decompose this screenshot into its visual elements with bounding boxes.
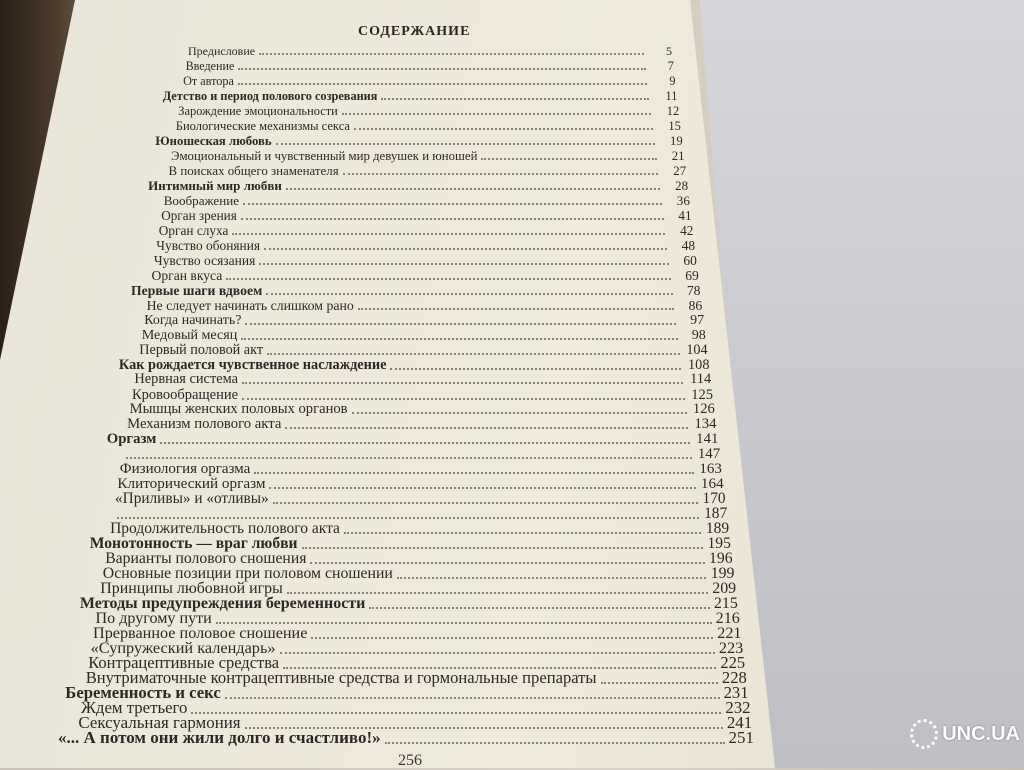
toc-entry-title: Кровообращение — [132, 386, 239, 403]
toc-entry-page: 69 — [685, 267, 699, 283]
toc-entry-page: 126 — [692, 401, 715, 418]
toc-leader-dots — [241, 338, 677, 340]
toc-entry-page: 114 — [690, 371, 712, 388]
toc-entry-page: 21 — [671, 148, 685, 163]
toc-entry-title: «... А потом они жили долго и счастливо!» — [58, 728, 381, 747]
toc-entry-page: 195 — [707, 535, 731, 553]
toc-entry-page: 251 — [728, 728, 754, 747]
toc-leader-dots — [354, 128, 653, 130]
toc-leader-dots — [269, 487, 695, 489]
toc-leader-dots — [276, 143, 655, 145]
toc-leader-dots — [381, 98, 649, 100]
toc-entry-page: 170 — [702, 490, 726, 508]
toc-entry — [163, 89, 678, 104]
toc-entry — [183, 74, 675, 89]
toc-entry-page: 231 — [723, 683, 749, 703]
toc-entry-page: 9 — [669, 73, 676, 88]
toc-leader-dots — [481, 158, 656, 160]
toc-entry-title: Нервная система — [134, 371, 239, 388]
toc-entry — [164, 193, 690, 209]
toc-entry-page: 12 — [666, 103, 680, 118]
toc-entry-page: 15 — [668, 118, 681, 133]
toc-entry-page: 216 — [715, 610, 740, 628]
toc-entry-title: Чувство осязания — [153, 252, 256, 268]
toc-entry-page: 28 — [675, 177, 689, 193]
toc-leader-dots — [264, 248, 667, 250]
toc-entry-title: Первый половой акт — [139, 341, 264, 358]
toc-entry-title: Юношеская любовь — [155, 133, 272, 148]
toc-leader-dots — [160, 442, 690, 444]
toc-entry-page: 42 — [680, 222, 694, 238]
toc-leader-dots — [267, 353, 680, 355]
toc-entry-title: Первые шаги вдвоем — [131, 282, 263, 298]
toc-entry-page: 98 — [691, 326, 706, 343]
toc-entry-title: Орган слуха — [158, 222, 229, 238]
toc-entry-title: Интимный мир любви — [148, 177, 282, 193]
toc-leader-dots — [238, 83, 648, 85]
toc-leader-dots — [245, 323, 676, 325]
toc-entry-page: 223 — [718, 638, 744, 658]
watermark-logo — [910, 712, 1020, 756]
toc-leader-dots — [286, 188, 660, 190]
toc-entry-page: 11 — [665, 88, 678, 103]
toc-entry-title: «Супружеский календарь» — [90, 638, 276, 658]
toc-title: СОДЕРЖАНИЕ — [358, 24, 471, 39]
toc-entry-title: Методы предупреждения беременности — [79, 595, 366, 613]
toc-leader-dots — [259, 53, 644, 55]
toc-entry-page: 48 — [681, 237, 696, 253]
toc-entry-page: 60 — [683, 252, 697, 268]
toc-entry-title: Чувство обоняния — [156, 237, 261, 253]
toc-entry-page: 221 — [717, 624, 742, 643]
toc-entry-title: Когда начинать? — [144, 312, 242, 328]
toc-entry-title: Мышцы женских половых органов — [129, 401, 348, 418]
toc-entry-title: Оргазм — [106, 431, 157, 448]
toc-entry-title: Механизм полового акта — [127, 416, 282, 433]
toc-leader-dots — [242, 398, 685, 400]
toc-entry-page: 27 — [673, 163, 687, 178]
toc-entry-title: Воображение — [163, 192, 240, 208]
toc-entry — [58, 728, 754, 748]
toc-leader-dots — [232, 233, 665, 235]
toc-entry-title: Эмоциональный и чувственный мир девушек и юношей — [171, 148, 478, 163]
toc-entry-title: «Приливы» и «отливы» — [115, 490, 269, 508]
toc-entry-page: 241 — [726, 712, 753, 732]
toc-entry-title: По другому пути — [95, 610, 212, 628]
toc-entry-page: 189 — [705, 520, 730, 538]
toc-entry-page: 141 — [696, 431, 719, 448]
toc-leader-dots — [241, 218, 664, 220]
toc-entry-title: Биологические механизмы секса — [175, 118, 350, 133]
toc-entry-title: Продолжительность полового акта — [110, 520, 340, 538]
toc-entry-page: 225 — [720, 653, 746, 673]
toc-entry — [161, 208, 691, 224]
toc-entry-page: 215 — [713, 595, 738, 613]
toc-entry — [176, 118, 681, 134]
toc-entry-page: 199 — [710, 565, 735, 583]
toc-entry-title: Сексуальная гармония — [78, 712, 241, 732]
toc-entry-title: Основные позиции при половом сношении — [102, 565, 393, 583]
toc-leader-dots — [238, 68, 645, 70]
toc-entry-title: Внутриматочные контрацептивные средства и гормональные препараты — [85, 668, 597, 688]
toc-leader-dots — [285, 427, 688, 429]
toc-entry-title: Беременность и секс — [65, 683, 221, 703]
toc-entry-title: Зарождение эмоциональности — [178, 103, 338, 118]
toc-entry — [159, 222, 694, 238]
toc-entry-title: Детство и период полового созревания — [162, 88, 378, 103]
toc-entry-title: Орган зрения — [161, 207, 237, 223]
watermark-text: UNC.UA — [942, 722, 1020, 745]
toc-leader-dots — [343, 173, 659, 175]
toc-entry-title: Варианты полового сношения — [105, 550, 307, 568]
toc-leader-dots — [259, 263, 669, 265]
toc-leader-dots — [266, 293, 672, 295]
toc-entry-title: Предисловие — [188, 44, 256, 58]
toc-entry-title: Орган вкуса — [151, 267, 223, 283]
toc-entry-page: 187 — [704, 505, 728, 523]
toc-entry-title: Контрацептивные средства — [88, 653, 280, 673]
toc-entry-page: 104 — [686, 341, 708, 358]
toc-entry-page: 41 — [678, 207, 692, 223]
toc-entry-title: В поисках общего знаменателя — [168, 163, 339, 178]
toc-entry-page: 147 — [697, 446, 721, 463]
toc-entry-title: Введение — [185, 58, 235, 73]
toc-entry — [155, 133, 682, 149]
toc-entry-page: 78 — [686, 282, 701, 298]
toc-entry-page: 5 — [666, 44, 672, 58]
toc-entry-page: 228 — [721, 668, 747, 688]
toc-entry-title: Медовый месяц — [141, 326, 238, 343]
toc-entry-page: 86 — [688, 297, 703, 313]
toc-entry-page: 97 — [690, 312, 705, 328]
toc-entry-title: Прерванное половое сношение — [93, 624, 308, 643]
toc-entry-page: 125 — [691, 386, 713, 403]
toc-entry-title: Ждем третьего — [80, 698, 188, 718]
toc-leader-dots — [242, 382, 683, 384]
toc-entry-page: 108 — [688, 356, 710, 373]
toc-entry-page: 134 — [694, 416, 717, 433]
toc-entry-title: Физиология оргазма — [119, 461, 251, 478]
toc-entry — [188, 44, 672, 59]
toc-entry-page: 164 — [700, 475, 724, 493]
toc-entry — [148, 178, 688, 194]
toc-entry-page: 19 — [670, 133, 683, 148]
toc-entry-title: От автора — [183, 73, 234, 88]
toc-leader-dots — [126, 457, 692, 459]
toc-leader-dots — [254, 472, 694, 474]
toc-leader-dots — [342, 113, 651, 115]
toc-entry — [169, 163, 687, 179]
toc-entry-title: Принципы любовной игры — [100, 580, 283, 598]
toc-entry-page: 196 — [709, 550, 733, 568]
toc-entry — [178, 104, 679, 119]
toc-entry — [171, 148, 685, 164]
toc-leader-dots — [390, 368, 681, 370]
toc-entry-page: 36 — [676, 192, 690, 208]
toc-entry-title: Не следует начинать слишком рано — [146, 297, 354, 313]
toc-leader-dots — [385, 742, 725, 744]
toc-leader-dots — [358, 308, 675, 310]
toc-entry — [186, 59, 674, 74]
toc-entry-title: Монотонность — враг любви — [89, 535, 298, 553]
toc-entry-page: 7 — [667, 58, 674, 73]
toc-leader-dots — [243, 203, 662, 205]
toc-entry-title: Клиторический оргазм — [117, 475, 266, 493]
toc-leader-dots — [352, 412, 687, 414]
toc-leader-dots — [226, 278, 671, 280]
page-number: 256 — [398, 752, 422, 769]
watermark-ring-icon — [910, 719, 938, 749]
toc-entry-page: 232 — [725, 698, 751, 718]
toc-entry-page: 163 — [699, 461, 722, 478]
toc-entry-page: 209 — [712, 580, 737, 598]
toc-entry-title: Как рождается чувственное наслаждение — [118, 356, 387, 373]
